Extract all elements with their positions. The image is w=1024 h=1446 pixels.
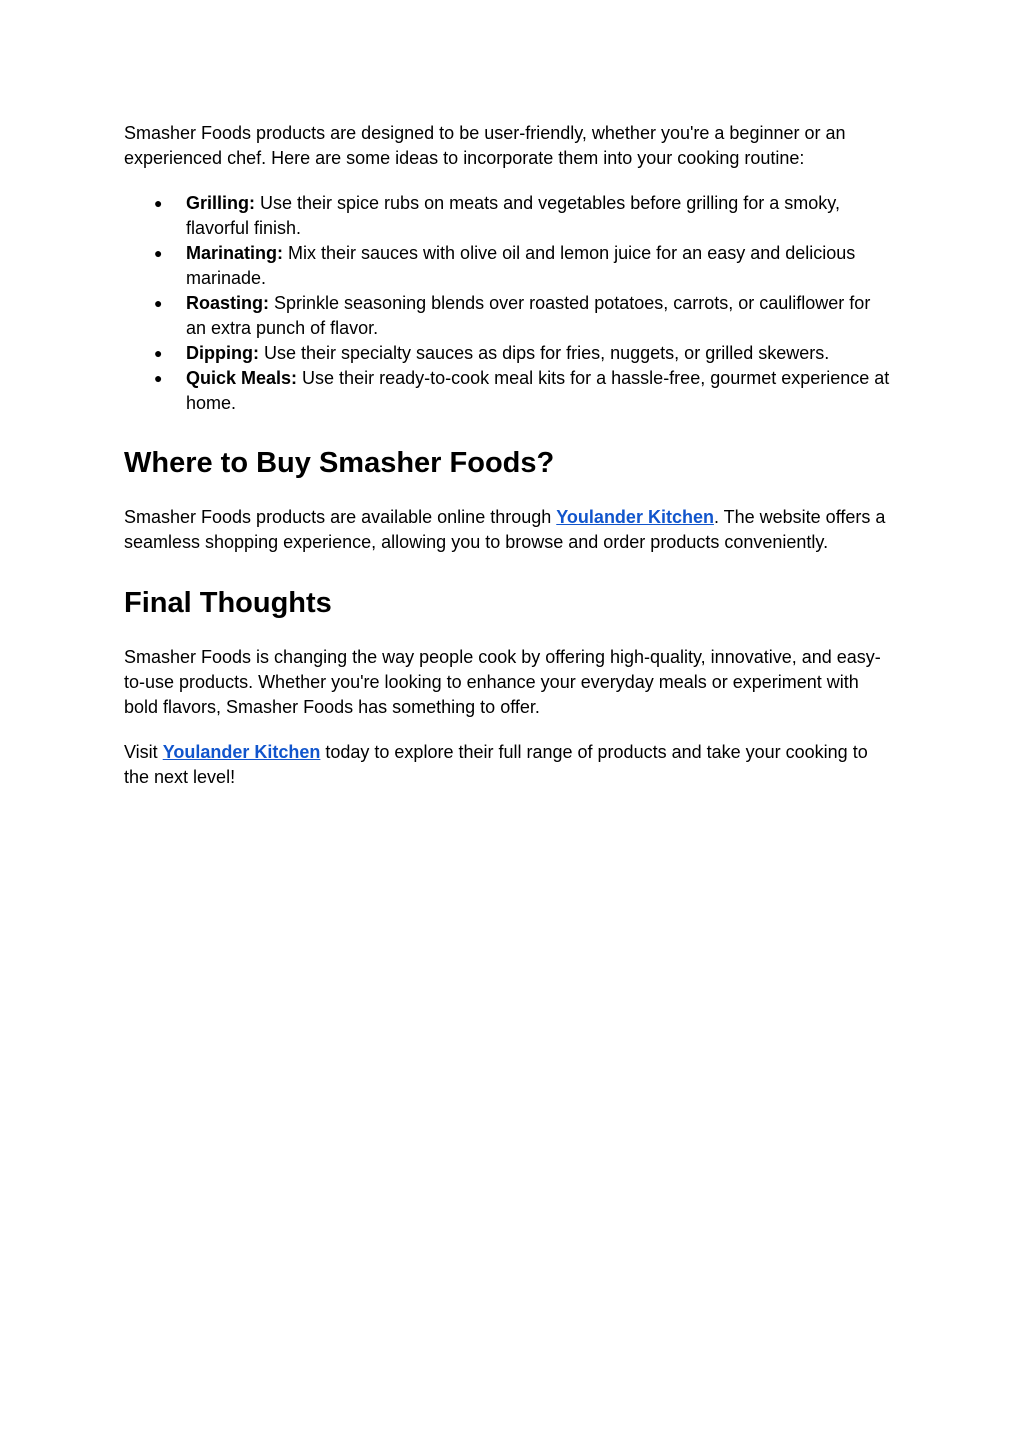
- list-item-grilling: [124, 191, 894, 241]
- bullet-icon: ●: [154, 245, 163, 261]
- tip-label: Grilling:: [186, 193, 255, 213]
- tip-label: Marinating:: [186, 243, 283, 263]
- where-to-buy-text-before: Smasher Foods products are available online through: [124, 507, 557, 527]
- where-to-buy-text-after: . The website offers a seamless shopping experience, allowing you to browse and order products conveniently.: [124, 507, 886, 552]
- final-thoughts-paragraph: Smasher Foods is changing the way people cook by offering high-quality, innovative, and easy-to-use products. Whether you're looking to enhance your everyday meals or experiment with bold flavors, Smasher Foods has something to offer.: [124, 647, 881, 717]
- bullet-icon: ●: [154, 295, 163, 311]
- where-to-buy-paragraph: [124, 505, 894, 555]
- tip-text: Use their spice rubs on meats and vegetables before grilling for a smoky, flavorful finish.: [186, 193, 840, 238]
- youlander-kitchen-link[interactable]: Youlander Kitchen: [556, 507, 714, 527]
- where-to-buy-heading: Where to Buy Smasher Foods?: [124, 447, 555, 479]
- tip-label: Roasting:: [186, 293, 269, 313]
- tip-label: Quick Meals:: [186, 368, 298, 388]
- bullet-icon: ●: [154, 345, 163, 361]
- list-item-roasting: [124, 291, 894, 341]
- list-item-marinating: [124, 241, 894, 291]
- intro-paragraph: Smasher Foods products are designed to be user-friendly, whether you're a beginner or an experienced chef. Here are some ideas to incorporate them into your cooking routine:: [124, 123, 846, 168]
- document-body: [124, 121, 894, 790]
- bullet-icon: ●: [154, 195, 163, 211]
- list-item-dipping: [124, 341, 894, 366]
- tip-label: Dipping:: [186, 343, 259, 363]
- tip-text: Use their specialty sauces as dips for fries, nuggets, or grilled skewers.: [258, 343, 830, 363]
- visit-text-after: today to explore their full range of products and take your cooking to the next level!: [124, 742, 868, 787]
- tip-text: Mix their sauces with olive oil and lemon juice for an easy and delicious marinade.: [186, 243, 856, 288]
- final-thoughts-heading: Final Thoughts: [124, 587, 332, 619]
- visit-text-before: Visit: [124, 742, 163, 762]
- tip-text: Sprinkle seasoning blends over roasted potatoes, carrots, or cauliflower for an extra punch of flavor.: [186, 293, 871, 338]
- tip-text: Use their ready-to-cook meal kits for a hassle-free, gourmet experience at home.: [186, 368, 890, 413]
- youlander-kitchen-visit-link[interactable]: Youlander Kitchen: [162, 742, 321, 762]
- cooking-tips-list: [124, 191, 894, 416]
- list-item-quick-meals: [124, 366, 894, 416]
- bullet-icon: ●: [154, 370, 163, 386]
- visit-paragraph: [124, 740, 894, 790]
